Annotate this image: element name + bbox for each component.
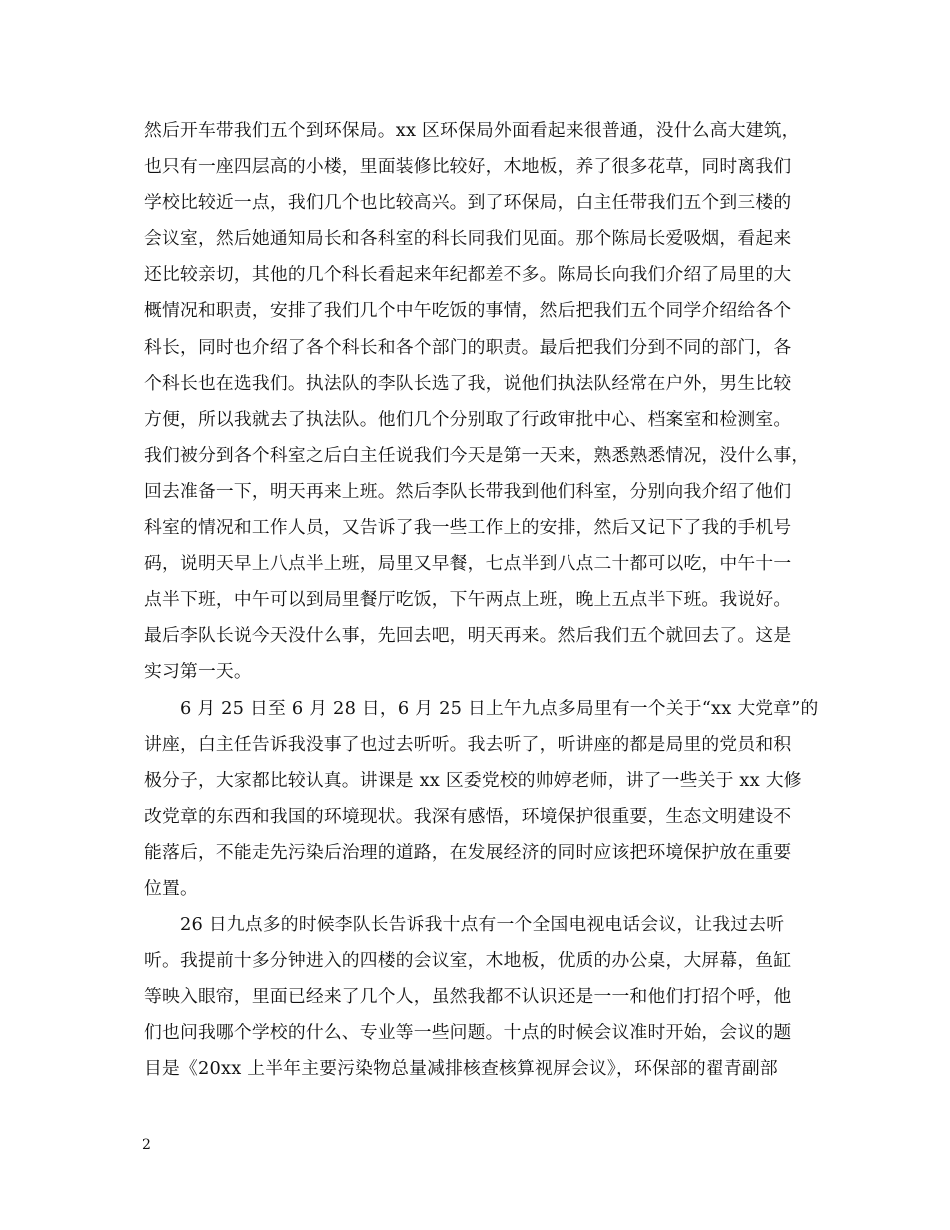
text-line: 6 月 25 日至 6 月 28 日，6 月 25 日上午九点多局里有一个关于“xx 大党章”的 [144, 697, 819, 719]
text-line: 学校比较近一点，我们几个也比较高兴。到了环保局，白主任带我们五个到三楼的 [144, 192, 792, 214]
text-line: 还比较亲切，其他的几个科长看起来年纪都差不多。陈局长向我们介绍了局里的大 [144, 264, 792, 286]
text-line: 我们被分到各个科室之后白主任说我们今天是第一天来，熟悉熟悉情况，没什么事， [144, 444, 810, 466]
text-line: 最后李队长说今天没什么事，先回去吧，明天再来。然后我们五个就回去了。这是 [144, 625, 792, 647]
text-line: 目是《20xx 上半年主要污染物总量减排核查核算视屏会议》，环保部的翟青副部 [144, 1058, 778, 1080]
text-line: 会议室，然后她通知局长和各科室的科长同我们见面。那个陈局长爱吸烟，看起来 [144, 228, 792, 250]
text-line: 个科长也在选我们。执法队的李队长选了我，说他们执法队经常在户外，男生比较 [144, 372, 792, 394]
text-line: 实习第一天。 [144, 661, 252, 683]
text-line: 也只有一座四层高的小楼，里面装修比较好，木地板，养了很多花草，同时离我们 [144, 156, 792, 178]
text-line: 极分子，大家都比较认真。讲课是 xx 区委党校的帅婷老师，讲了一些关于 xx 大修 [144, 769, 802, 791]
text-line: 听。我提前十多分钟进入的四楼的会议室，木地板，优质的办公桌，大屏幕，鱼缸 [144, 950, 792, 972]
text-line: 能落后，不能走先污染后治理的道路，在发展经济的同时应该把环境保护放在重要 [144, 841, 792, 863]
text-line: 然后开车带我们五个到环保局。xx 区环保局外面看起来很普通，没什么高大建筑， [144, 120, 800, 141]
text-line: 方便，所以我就去了执法队。他们几个分别取了行政审批中心、档案室和检测室。 [144, 408, 792, 430]
text-line: 科长，同时也介绍了各个科长和各个部门的职责。最后把我们分到不同的部门，各 [144, 336, 792, 358]
page-number: 2 [142, 1137, 151, 1153]
text-line: 等映入眼帘，里面已经来了几个人，虽然我都不认识还是一一和他们打招个呼，他 [144, 986, 792, 1008]
body-text [144, 113, 824, 1088]
text-line: 们也问我哪个学校的什么、专业等一些问题。十点的时候会议准时开始，会议的题 [144, 1022, 792, 1044]
text-line: 码，说明天早上八点半上班，局里又早餐，七点半到八点二十都可以吃，中午十一 [144, 553, 792, 575]
text-line: 点半下班，中午可以到局里餐厅吃饭，下午两点上班，晚上五点半下班。我说好。 [144, 589, 792, 611]
text-line: 概情况和职责，安排了我们几个中午吃饭的事情，然后把我们五个同学介绍给各个 [144, 300, 792, 322]
text-line: 讲座，白主任告诉我没事了也过去听听。我去听了，听讲座的都是局里的党员和积 [144, 733, 792, 755]
text-line: 回去准备一下，明天再来上班。然后李队长带我到他们科室，分别向我介绍了他们 [144, 480, 792, 502]
text-line: 改党章的东西和我国的环境现状。我深有感悟，环境保护很重要，生态文明建设不 [144, 805, 792, 827]
text-line: 位置。 [144, 877, 198, 899]
text-line: 26 日九点多的时候李队长告诉我十点有一个全国电视电话会议，让我过去听 [144, 914, 785, 936]
text-line: 科室的情况和工作人员，又告诉了我一些工作上的安排，然后又记下了我的手机号 [144, 517, 792, 539]
